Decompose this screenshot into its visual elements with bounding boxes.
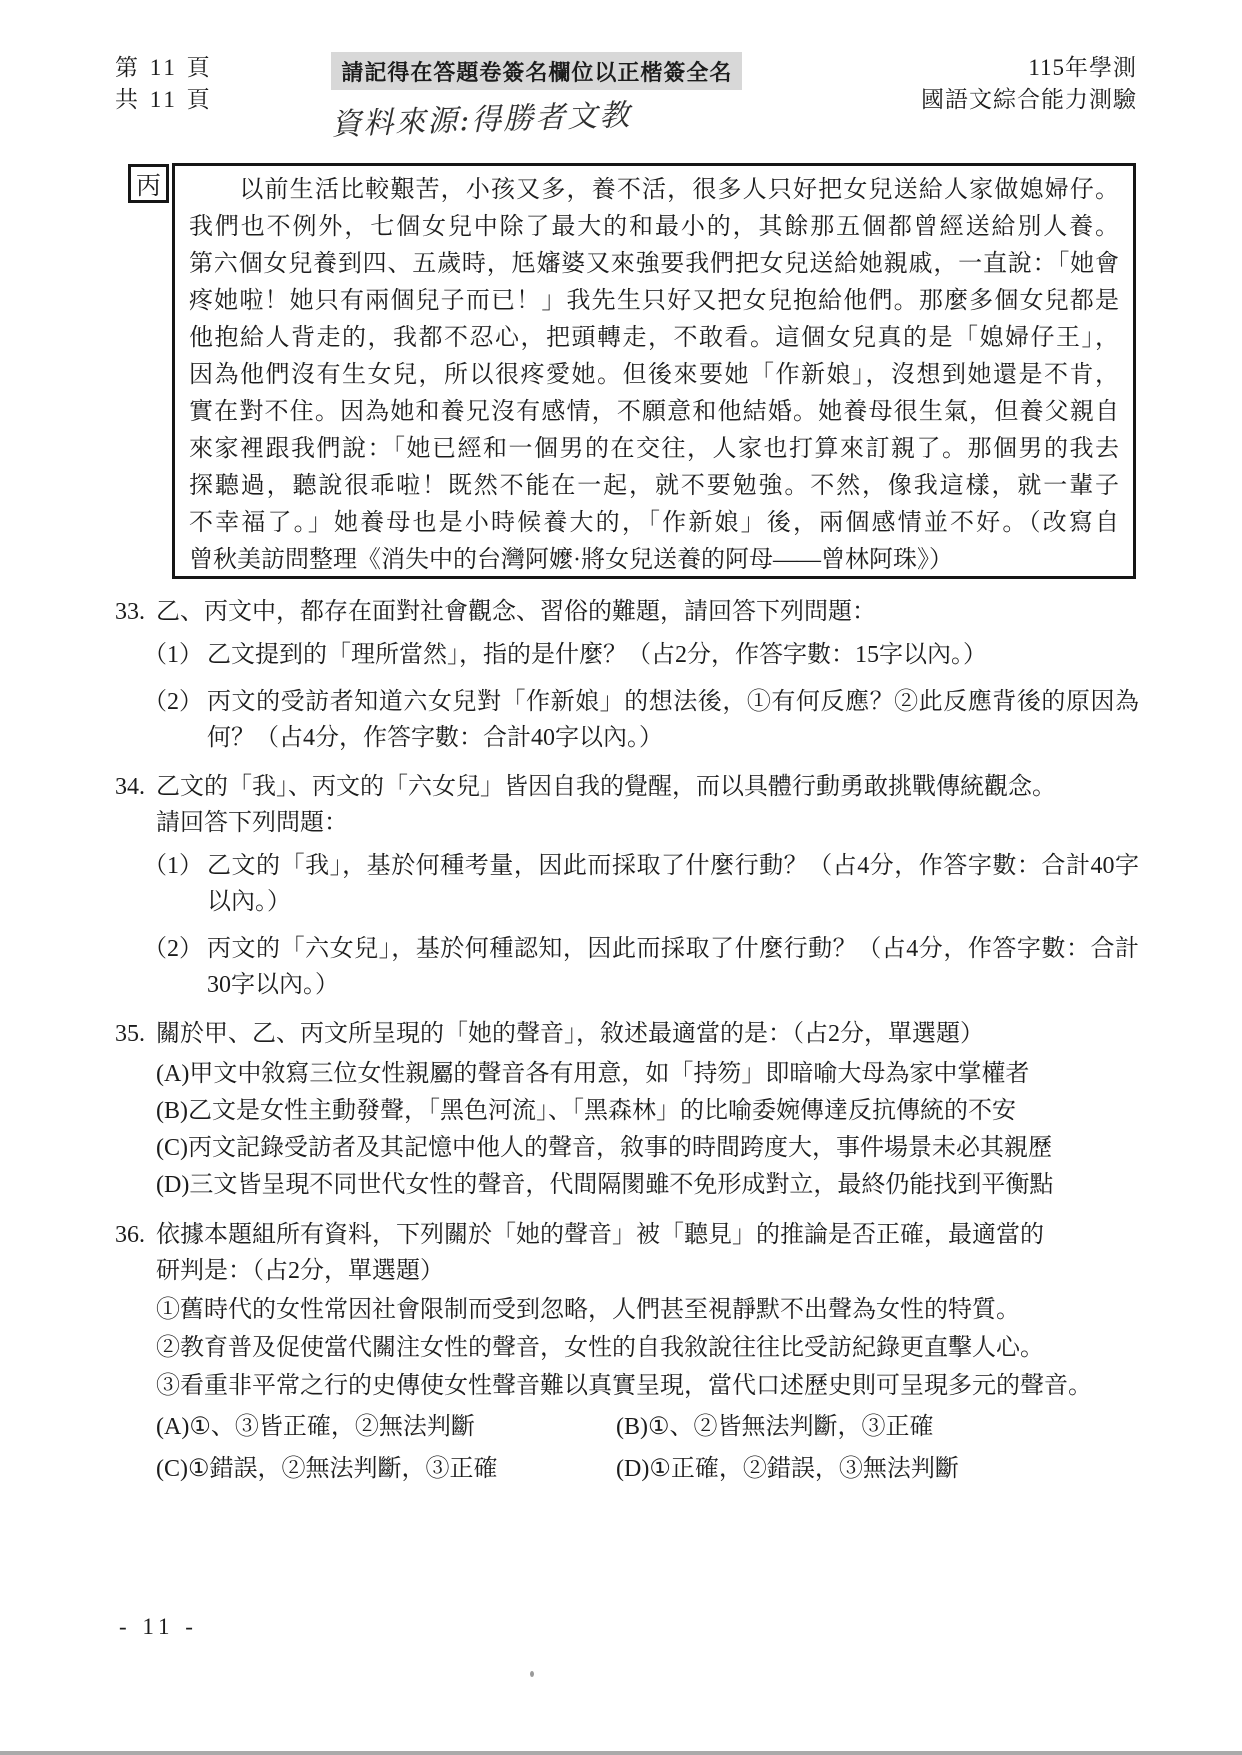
exam-subject-line: 國語文綜合能力測驗	[920, 87, 1137, 112]
question-35-stem	[115, 1016, 1139, 1052]
subquestion-text: 乙文提到的「理所當然」，指的是什麼？（占2分，作答字數：15字以內。）	[207, 642, 987, 668]
header-center	[330, 52, 742, 143]
passage-line: 來家裡跟我們說：「她已經和一個男的在交往，人家也打算來訂親了。那個男的我去	[189, 436, 1119, 462]
page-number-line: 第 11 頁	[115, 55, 213, 80]
answer-option: (B)乙文是女性主動發聲，「黑色河流」、「黑森林」的比喻委婉傳達反抗傳統的不安	[156, 1098, 1016, 1124]
question-34	[115, 769, 1139, 1003]
question-33-subitems	[143, 637, 1139, 756]
signature-notice: 請記得在答題卷簽名欄位以正楷簽全名	[331, 52, 742, 90]
question-35-options	[156, 1056, 1139, 1204]
question-36-statements	[156, 1291, 1139, 1405]
exam-year-line: 115年學測	[1028, 55, 1137, 80]
passage-box	[172, 163, 1136, 579]
question-stem-line: 依據本題組所有資料，下列關於「她的聲音」被「聽見」的推論是否正確，最適當的	[156, 1222, 1044, 1248]
subquestion	[143, 848, 1139, 920]
question-36-stem	[115, 1217, 1139, 1289]
question-stem-line: 研判是：（占2分，單選題）	[156, 1258, 444, 1284]
answer-option: (A)①、③皆正確，②無法判斷	[156, 1414, 475, 1440]
question-34-number: 34.	[115, 774, 145, 800]
answer-option: (D)三文皆呈現不同世代女性的聲音，代間隔閡雖不免形成對立，最終仍能找到平衡點	[156, 1172, 1054, 1198]
passage-line: 探聽過，聽說很乖啦！既然不能在一起，就不要勉強。不然，像我這樣，就一輩子	[189, 473, 1119, 499]
question-35	[115, 1016, 1139, 1204]
question-36-number: 36.	[115, 1222, 145, 1248]
subquestion-label: （2）	[143, 936, 203, 962]
subquestion-text: 丙文的「六女兒」，基於何種認知，因此而採取了什麼行動？（占4分，作答字數：合計30字以內。）	[207, 936, 1139, 998]
question-stem-line: 請回答下列問題：	[156, 810, 348, 836]
passage-line: 不幸福了。」她養母也是小時候養大的，「作新娘」後，兩個感情並不好。（改寫自	[189, 510, 1119, 536]
question-34-stem	[115, 769, 1139, 841]
page-header	[115, 52, 1137, 143]
question-36	[115, 1217, 1139, 1488]
passage-line: 他抱給人背走的，我都不忍心，把頭轉走，不敢看。這個女兒真的是「媳婦仔王」，	[189, 325, 1119, 351]
subquestion-label: （1）	[143, 642, 203, 668]
exam-title	[921, 52, 1137, 137]
subquestion	[143, 931, 1139, 1003]
passage-label-bing: 丙	[128, 164, 169, 203]
statement: ②教育普及促使當代關注女性的聲音，女性的自我敘說往往比受訪紀錄更直擊人心。	[156, 1335, 1044, 1361]
page-footer-number: - 11 -	[119, 1614, 198, 1639]
scan-edge-artifact	[0, 1751, 1242, 1755]
passage-text	[189, 172, 1119, 579]
passage-line: 以前生活比較艱苦，小孩又多，養不活，很多人只好把女兒送給人家做媳婦仔。	[189, 177, 1119, 203]
subquestion-text: 丙文的受訪者知道六女兒對「作新娘」的想法後，①有何反應？②此反應背後的原因為何？（占4分，作答字數：合計40字以內。）	[207, 689, 1139, 751]
question-stem-line: 乙文的「我」、丙文的「六女兒」皆因自我的覺醒，而以具體行動勇敢挑戰傳統觀念。	[156, 774, 1056, 800]
subquestion	[143, 637, 1139, 673]
passage-line: 曾秋美訪問整理《消失中的台灣阿嬤·將女兒送養的阿母——曾林阿珠》）	[189, 547, 953, 573]
question-36-options	[156, 1409, 1139, 1488]
subquestion-label: （1）	[143, 853, 203, 879]
question-33-number: 33.	[115, 599, 145, 625]
subquestion	[143, 684, 1139, 756]
passage-line: 疼她啦！她只有兩個兒子而已！」我先生只好又把女兒抱給他們。那麼多個女兒都是	[189, 288, 1119, 314]
question-33-stem	[115, 594, 1139, 630]
answer-option: (D)①正確，②錯誤，③無法判斷	[616, 1456, 959, 1482]
statement: ①舊時代的女性常因社會限制而受到忽略，人們甚至視靜默不出聲為女性的特質。	[156, 1297, 1020, 1323]
answer-option: (C)丙文記錄受訪者及其記憶中他人的聲音，敘事的時間跨度大，事件場景未必其親歷	[156, 1135, 1052, 1161]
scan-speck	[530, 1671, 534, 1677]
subquestion-text: 乙文的「我」，基於何種考量，因此而採取了什麼行動？（占4分，作答字數：合計40字以內。）	[207, 853, 1139, 915]
statement: ③看重非平常之行的史傳使女性聲音難以真實呈現，當代口述歷史則可呈現多元的聲音。	[156, 1373, 1092, 1399]
question-stem-line: 乙、丙文中，都存在面對社會觀念、習俗的難題，請回答下列問題：	[156, 599, 876, 625]
questions-area	[115, 594, 1139, 1501]
page-indicator	[115, 52, 213, 137]
page-total-line: 共 11 頁	[115, 87, 213, 112]
passage-line: 因為他們沒有生女兒，所以很疼愛她。但後來要她「作新娘」，沒想到她還是不肯，	[189, 362, 1119, 388]
passage-line: 我們也不例外，七個女兒中除了最大的和最小的，其餘那五個都曾經送給別人養。	[189, 214, 1119, 240]
answer-option: (C)①錯誤，②無法判斷，③正確	[156, 1456, 498, 1482]
handwritten-source-note: 資料來源:得勝者文教	[330, 98, 633, 143]
answer-option: (A)甲文中敘寫三位女性親屬的聲音各有用意，如「持笏」即暗喻大母為家中掌權者	[156, 1061, 1030, 1087]
question-35-number: 35.	[115, 1021, 145, 1047]
subquestion-label: （2）	[143, 689, 203, 715]
question-34-subitems	[143, 848, 1139, 1003]
passage-line: 實在對不住。因為她和養兄沒有感情，不願意和他結婚。她養母很生氣，但養父親自	[189, 399, 1119, 425]
question-stem-line: 關於甲、乙、丙文所呈現的「她的聲音」，敘述最適當的是：（占2分，單選題）	[156, 1021, 984, 1047]
passage-line: 第六個女兒養到四、五歲時，尪嬸婆又來強要我們把女兒送給她親戚，一直說：「她會	[189, 251, 1119, 277]
answer-option: (B)①、②皆無法判斷，③正確	[616, 1414, 934, 1440]
question-33	[115, 594, 1139, 756]
